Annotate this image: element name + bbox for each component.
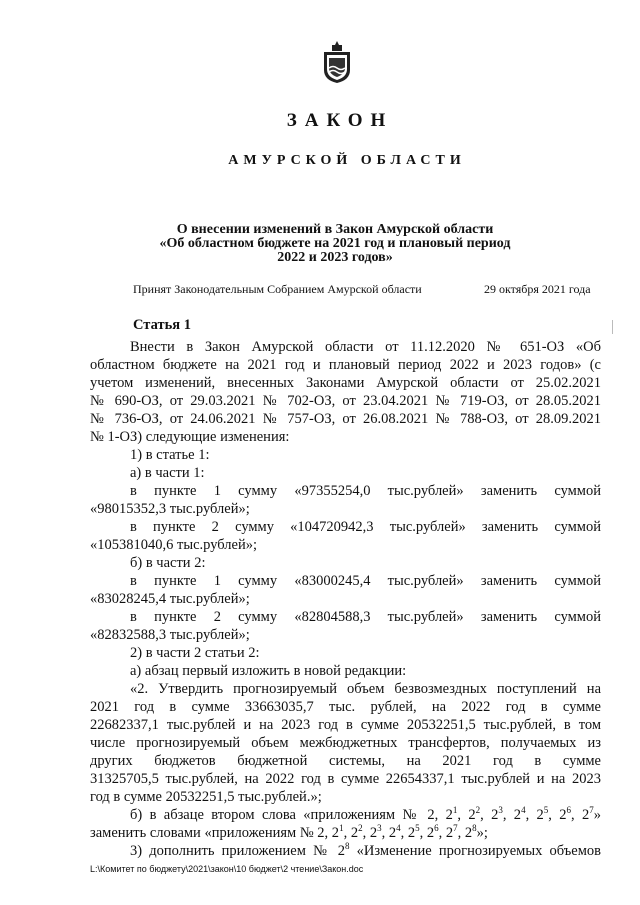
superscript: 2 [358, 823, 363, 834]
body-line: а) абзац первый изложить в новой редакции: [130, 663, 407, 679]
body-line: «2. Утвердить прогнозируемый объем безвозмездных поступлений на [130, 681, 601, 697]
body-line: числе прогнозируемый объем межбюджетных трансфертов, получаемых из [90, 735, 601, 751]
region-heading: АМУРСКОЙ ОБЛАСТИ [228, 153, 466, 168]
superscript: 4 [521, 805, 526, 816]
superscript: 7 [453, 823, 458, 834]
body-line: № 690-ОЗ, от 29.03.2021 № 702-ОЗ, от 23.04.2021 № 719-ОЗ, от 28.05.2021 [90, 393, 601, 409]
body-line: в пункте 1 сумму «97355254,0 тыс.рублей» заменить суммой [130, 483, 601, 499]
superscript: 5 [543, 805, 549, 816]
superscript: 3 [498, 805, 503, 816]
superscript: 1 [339, 823, 344, 834]
body-line: других бюджетов бюджетной системы, на 2021 год в сумме [90, 753, 601, 769]
body-line: год в сумме 20532251,5 тыс.рублей.»; [90, 789, 322, 805]
article-title: Статья 1 [133, 317, 191, 333]
superscript: 8 [472, 823, 477, 834]
body-line: 2) в части 2 статьи 2: [130, 645, 260, 661]
body-line: «83028245,4 тыс.рублей»; [90, 591, 250, 607]
adopted-date-text: 29 октября 2021 года [484, 282, 591, 296]
law-title-line: 2022 и 2023 годов» [277, 250, 393, 265]
footer-file-path: L:\Комитет по бюджету\2021\закон\10 бюджет\2 чтение\Закон.doc [90, 864, 364, 874]
body-line: 22682337,1 тыс.рублей и на 2023 год в сумме 20532251,5 тыс.рублей, в том [90, 717, 601, 733]
body-line-with-superscripts: заменить словами «приложениям № 2, $2^1$, $2^2$, $2^3$, $2^4$, $2^5$, $2^6$, $2^7$, $2^8$»; [90, 823, 488, 841]
superscript: 5 [415, 823, 420, 834]
article-body [90, 338, 601, 860]
body-line: а) в части 1: [130, 465, 205, 481]
body-line: 1) в статье 1: [130, 447, 210, 463]
body-line: 2021 год в сумме 33663035,7 тыс. рублей, на 2022 год в сумме [90, 699, 601, 715]
body-line: «82832588,3 тыс.рублей»; [90, 627, 250, 643]
body-text: б) в абзаце втором слова «приложениям № 2, 2 [130, 807, 453, 823]
adopted-by-text: Принят Законодательным Собранием Амурской области [133, 282, 422, 296]
superscript: 3 [377, 823, 382, 834]
body-line: б) в части 2: [130, 555, 206, 571]
body-line: в пункте 2 сумму «104720942,3 тыс.рублей» заменить суммой [130, 519, 601, 535]
law-title [110, 223, 560, 265]
body-line: «105381040,6 тыс.рублей»; [90, 537, 257, 553]
body-line: в пункте 1 сумму «83000245,4 тыс.рублей» заменить суммой [130, 573, 601, 589]
body-line-with-superscripts [90, 842, 601, 860]
body-text: «Изменение прогнозируемых объемов [349, 843, 601, 859]
body-line: в пункте 2 сумму «82804588,3 тыс.рублей» заменить суммой [130, 609, 601, 625]
superscript: 1 [452, 805, 458, 816]
superscript: 2 [475, 805, 481, 816]
scan-artifact [612, 320, 613, 334]
law-title-line: О внесении изменений в Закон Амурской области [176, 222, 494, 237]
superscript: 7 [589, 805, 594, 816]
body-text: заменить словами «приложениям № 2, 2 [90, 825, 340, 841]
superscript: 6 [566, 805, 572, 816]
body-line: Внести в Закон Амурской области от 11.12.2020 № 651-ОЗ «Об [130, 339, 601, 355]
body-line: № 736-ОЗ, от 24.06.2021 № 757-ОЗ, от 26.08.2021 № 788-ОЗ, от 28.09.2021 [90, 411, 601, 427]
body-line: «98015352,3 тыс.рублей»; [90, 501, 250, 517]
superscript: 6 [434, 823, 439, 834]
body-text: 3) дополнить приложением № 2 [130, 843, 345, 859]
superscript: 8 [344, 841, 350, 852]
law-title-line: «Об областном бюджете на 2021 год и плановый период [159, 236, 511, 251]
body-line: областном бюджете на 2021 год и плановый период 2022 и 2023 годов» (с [90, 357, 601, 373]
superscript: 4 [396, 823, 401, 834]
amur-region-coat-of-arms-icon [322, 40, 352, 84]
body-line-with-superscripts: б) в абзаце втором слова «приложениям № 2, $2^1$, $2^2$, $2^3$, $2^4$, $2^5$, $2^6$, $2^7$» [130, 805, 602, 823]
body-line: № 1-ОЗ) следующие изменения: [90, 429, 290, 445]
law-heading: ЗАКОН [286, 110, 394, 131]
body-line: учетом изменений, внесенных Законами Амурской области от 25.02.2021 [90, 375, 601, 391]
body-line: 31325705,5 тыс.рублей, на 2022 год в сумме 22654337,1 тыс.рублей и на 2023 [90, 771, 601, 787]
